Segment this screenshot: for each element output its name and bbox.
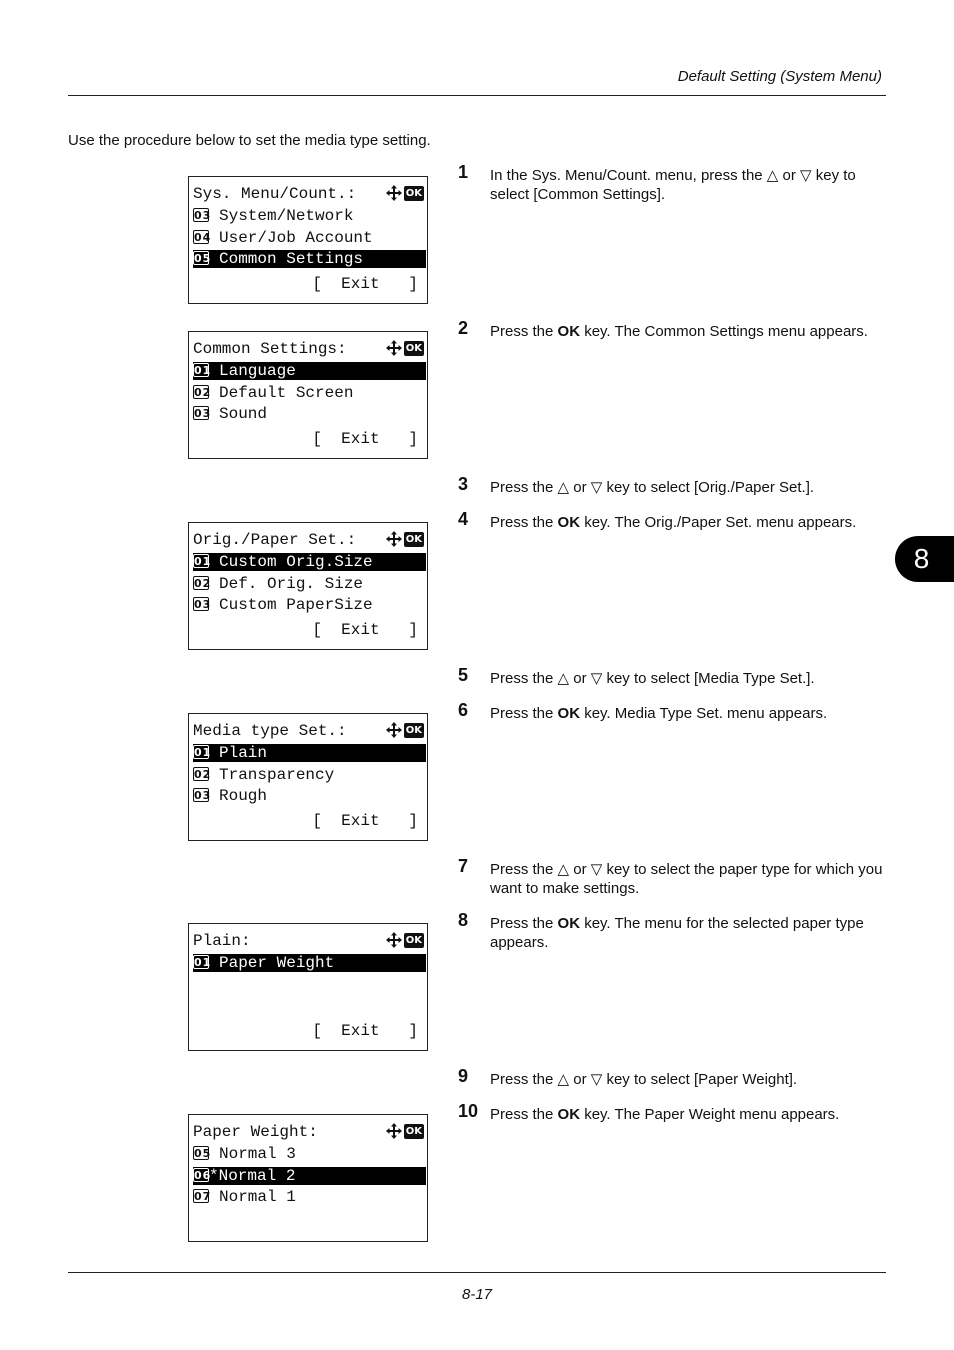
item-label: Paper Weight (219, 954, 335, 972)
footer-rule (68, 1272, 886, 1273)
lcd-panel (188, 923, 428, 1051)
menu-item (193, 787, 426, 805)
four-way-arrow-icon (386, 722, 402, 738)
item-number-badge: 05 (194, 1147, 212, 1160)
step-text-part: key. The Orig./Paper Set. menu appears. (580, 514, 857, 531)
panel-footer (193, 1022, 426, 1040)
step-number: 5 (458, 665, 469, 685)
panel-key-icons (386, 932, 424, 948)
step-text (490, 478, 888, 497)
page-number: 8-17 (461, 1286, 493, 1303)
step-text (490, 166, 888, 204)
header-rule (68, 95, 886, 96)
lcd-panel (188, 713, 428, 841)
item-number-badge: 02 (194, 386, 212, 399)
step-text-part: Press the △ or ▽ key to select [Orig./Paper Set.]. (490, 479, 815, 496)
panel-footer (193, 621, 426, 639)
step-text-part: key. The menu for the selected paper type appears. (490, 915, 864, 951)
item-number-badge: 03 (194, 789, 212, 802)
ok-key-icon: OK (405, 187, 422, 199)
item-number-badge: 03 (194, 209, 212, 222)
item-number-badge: 02 (194, 768, 212, 781)
panel-title: Paper Weight: (193, 1123, 318, 1141)
panel-title: Media type Set.: (193, 722, 347, 740)
item-label: Normal 3 (219, 1145, 296, 1163)
panel-title-row (193, 531, 426, 549)
menu-item (193, 1167, 426, 1185)
panel-title-row (193, 1123, 426, 1141)
ok-key-label: OK (557, 915, 581, 932)
step-text-part: Press the △ or ▽ key to select the paper type for which you want to make settings. (490, 861, 883, 897)
menu-item (193, 575, 426, 593)
step-text (490, 914, 888, 952)
step-text-part: key. Media Type Set. menu appears. (580, 705, 828, 722)
step-text-part: key. The Common Settings menu appears. (580, 323, 868, 340)
step-number: 4 (458, 509, 469, 529)
menu-item (193, 384, 426, 402)
menu-item (193, 744, 426, 762)
step-number: 9 (458, 1066, 469, 1086)
panel-footer (193, 430, 426, 448)
item-number-badge: 06 (194, 1169, 212, 1182)
item-number-badge: 04 (194, 231, 212, 244)
item-number-badge: 07 (194, 1190, 212, 1203)
chapter-tab (895, 536, 954, 582)
chapter-number: 8 (913, 543, 930, 574)
page-header-title: Default Setting (System Menu) (677, 68, 882, 85)
exit-soft-key: [ Exit ] (312, 275, 418, 293)
step-text-part: Press the (490, 1106, 558, 1123)
step-text-part: Press the (490, 514, 558, 531)
panel-title: Plain: (193, 932, 251, 950)
step-text-part: key. The Paper Weight menu appears. (580, 1106, 840, 1123)
intro-text: Use the procedure below to set the media type setting. (68, 132, 431, 149)
item-label: System/Network (219, 207, 354, 225)
step-text (490, 1070, 888, 1089)
menu-item (193, 207, 426, 225)
ok-key-icon: OK (405, 533, 422, 545)
ok-key-label: OK (557, 705, 581, 722)
item-label: Def. Orig. Size (219, 575, 364, 593)
step-number: 8 (458, 910, 469, 930)
item-label: Custom Orig.Size (219, 553, 373, 571)
menu-item (193, 596, 426, 614)
exit-soft-key: [ Exit ] (312, 812, 418, 830)
menu-item (193, 362, 426, 380)
panel-title-row (193, 340, 426, 358)
panel-title: Orig./Paper Set.: (193, 531, 357, 549)
panel-title: Common Settings: (193, 340, 347, 358)
panel-key-icons (386, 1123, 424, 1139)
step-text (490, 704, 888, 723)
ok-key-label: OK (557, 1106, 581, 1123)
ok-key-icon: OK (405, 724, 422, 736)
exit-soft-key: [ Exit ] (312, 621, 418, 639)
item-number-badge: 02 (194, 577, 212, 590)
four-way-arrow-icon (386, 531, 402, 547)
panel-title-row (193, 932, 426, 950)
step-text-part: Press the (490, 915, 558, 932)
step-text (490, 322, 888, 341)
menu-item (193, 1188, 426, 1206)
item-label: Sound (219, 405, 268, 423)
step-text-part: Press the △ or ▽ key to select [Media Type Set.]. (490, 670, 815, 687)
exit-soft-key: [ Exit ] (312, 430, 418, 448)
ok-key-label: OK (557, 514, 581, 531)
item-number-badge: 01 (194, 555, 212, 568)
lcd-panel (188, 522, 428, 650)
menu-item (193, 1145, 426, 1163)
step-text-part: Press the (490, 705, 558, 722)
ok-key-icon: OK (405, 934, 422, 946)
item-label: Normal 1 (219, 1188, 296, 1206)
ok-key-icon: OK (405, 1125, 422, 1137)
menu-item (193, 250, 426, 268)
panel-footer (193, 275, 426, 293)
four-way-arrow-icon (386, 1123, 402, 1139)
step-text (490, 513, 888, 532)
item-label: Rough (219, 787, 268, 805)
item-label: *Normal 2 (209, 1167, 296, 1185)
exit-soft-key: [ Exit ] (312, 1022, 418, 1040)
panel-key-icons (386, 185, 424, 201)
item-label: Default Screen (219, 384, 354, 402)
step-text-part: In the Sys. Menu/Count. menu, press the △ or ▽ key to select [Common Settings]. (490, 167, 856, 203)
item-number-badge: 03 (194, 407, 212, 420)
item-label: Custom PaperSize (219, 596, 373, 614)
item-label: User/Job Account (219, 229, 373, 247)
item-number-badge: 03 (194, 598, 212, 611)
four-way-arrow-icon (386, 185, 402, 201)
lcd-panel (188, 331, 428, 459)
panel-title: Sys. Menu/Count.: (193, 185, 357, 203)
step-number: 6 (458, 700, 469, 720)
ok-key-icon: OK (405, 342, 422, 354)
panel-key-icons (386, 531, 424, 547)
four-way-arrow-icon (386, 932, 402, 948)
menu-item (193, 766, 426, 784)
step-number: 10 (458, 1101, 479, 1121)
item-number-badge: 05 (194, 252, 212, 265)
step-text-part: Press the (490, 323, 558, 340)
step-text-part: Press the △ or ▽ key to select [Paper Weight]. (490, 1071, 798, 1088)
step-number: 1 (458, 162, 469, 182)
menu-item (193, 405, 426, 423)
panel-key-icons (386, 722, 424, 738)
panel-title-row (193, 185, 426, 203)
step-number: 3 (458, 474, 469, 494)
step-number: 2 (458, 318, 469, 338)
panel-title-row (193, 722, 426, 740)
item-label: Common Settings (219, 250, 364, 268)
item-label: Plain (219, 744, 268, 762)
step-text (490, 860, 888, 898)
menu-item (193, 229, 426, 247)
item-label: Language (219, 362, 296, 380)
menu-item (193, 954, 426, 972)
item-number-badge: 01 (194, 956, 212, 969)
panel-key-icons (386, 340, 424, 356)
ok-key-label: OK (557, 323, 581, 340)
step-text (490, 1105, 888, 1124)
lcd-panel (188, 1114, 428, 1242)
four-way-arrow-icon (386, 340, 402, 356)
panel-footer (193, 812, 426, 830)
lcd-panel (188, 176, 428, 304)
item-number-badge: 01 (194, 364, 212, 377)
menu-item (193, 553, 426, 571)
step-text (490, 669, 888, 688)
item-label: Transparency (219, 766, 335, 784)
item-number-badge: 01 (194, 746, 212, 759)
step-number: 7 (458, 856, 469, 876)
